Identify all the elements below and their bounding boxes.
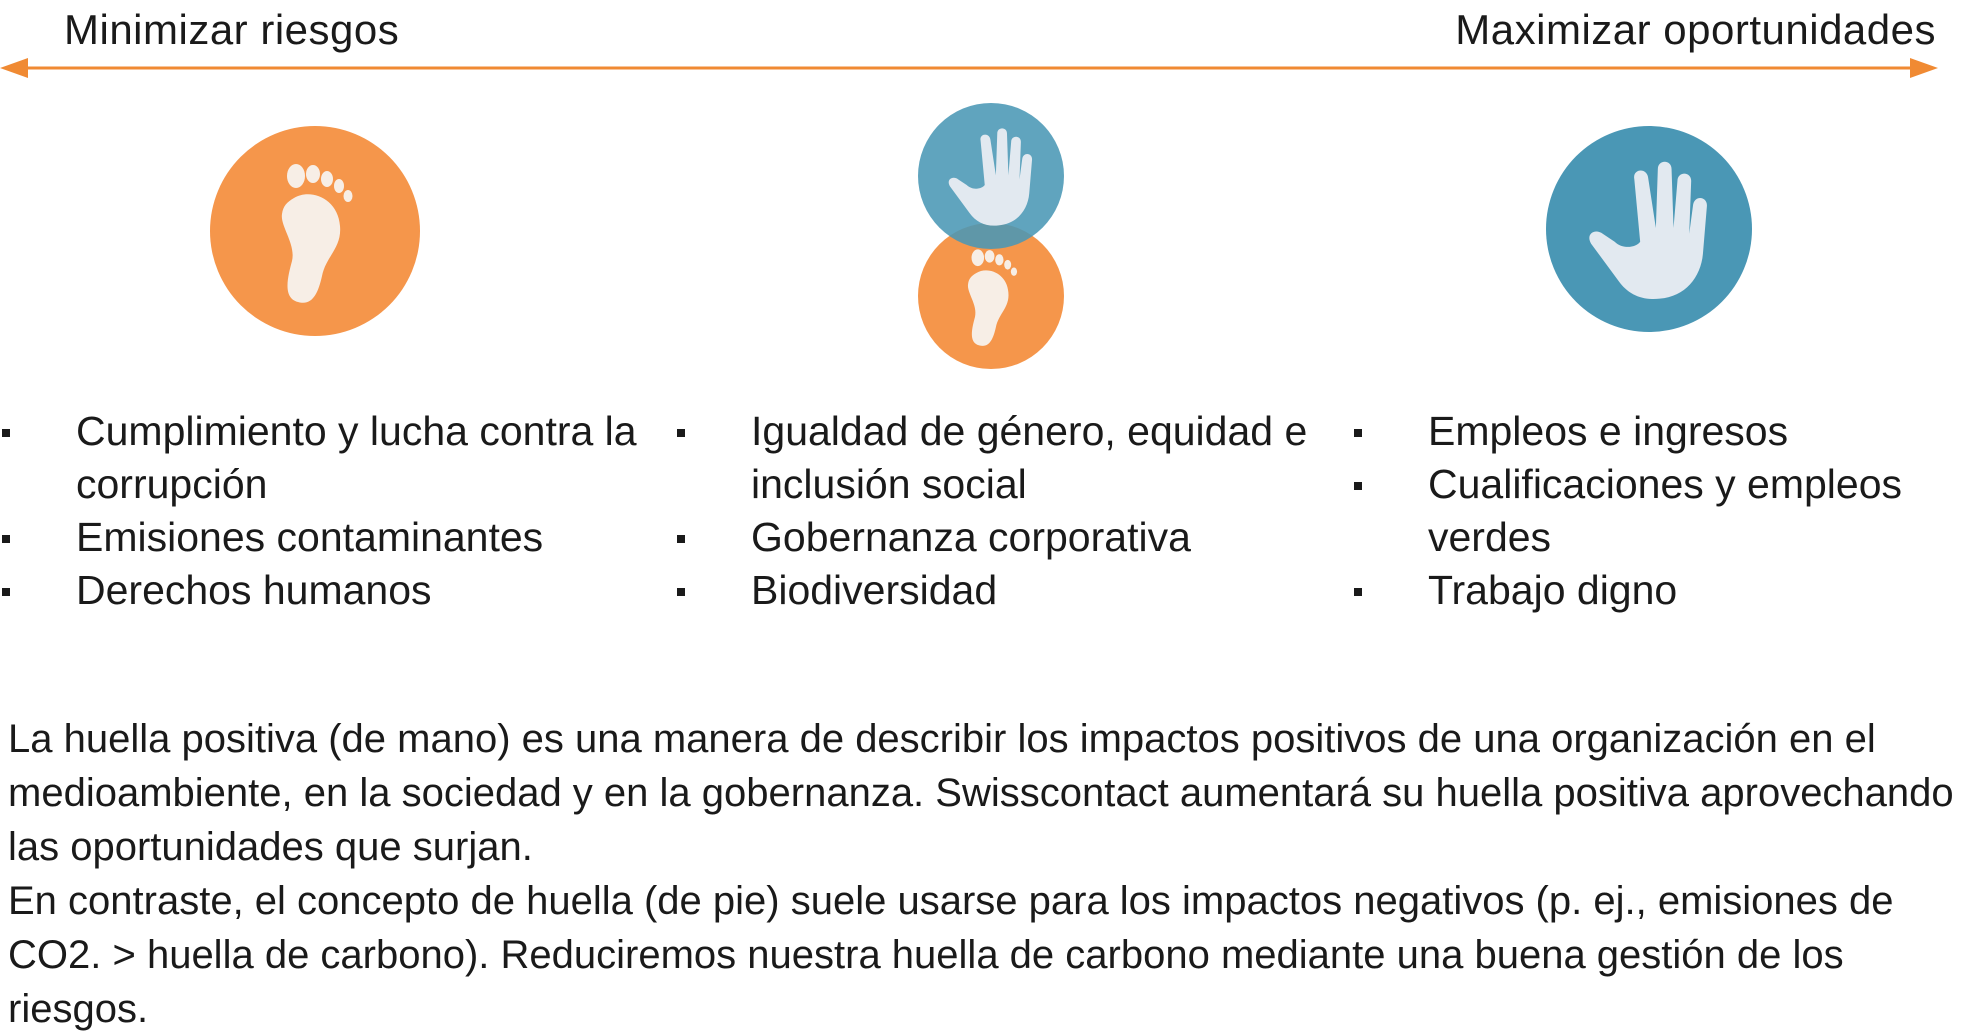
handprint-paragraph: La huella positiva (de mano) es una manera de describir los impactos positivos de una organización en el medioambiente, en la sociedad y en la gobernanza. Swisscontact aumentará su huella positiva aprovechando las oportunidades que surjan.	[8, 717, 1954, 869]
hand-icon	[1546, 126, 1752, 332]
list-item: Igualdad de género, equidad e inclusión social	[675, 405, 1315, 511]
list-item: Trabajo digno	[1352, 564, 1966, 617]
minimize-risks-label: Minimizar riesgos	[64, 6, 400, 53]
footprint-paragraph: En contraste, el concepto de huella (de pie) suele usarse para los impactos negativos (p. ej., emisiones de CO2. > huella de carbono). Reduciremos nuestra huella de carbono mediante una buena gestión de los riesgos.	[8, 879, 1894, 1031]
footprint-circle-left	[210, 126, 420, 336]
footprint-icon	[210, 126, 420, 336]
list-item: Derechos humanos	[0, 564, 640, 617]
list-item: Gobernanza corporativa	[675, 511, 1315, 564]
double-arrow	[0, 50, 1966, 90]
arrow-right-head	[1910, 58, 1938, 78]
list-item: Empleos e ingresos	[1352, 405, 1966, 458]
hand-circle-right	[1546, 126, 1752, 332]
mixed-list	[675, 405, 1315, 617]
hand-circle-middle	[918, 103, 1064, 249]
list-item: Cualificaciones y empleos verdes	[1352, 458, 1966, 564]
list-item: Cumplimiento y lucha contra la corrupción	[0, 405, 640, 511]
hand-icon	[918, 103, 1064, 249]
list-item: Biodiversidad	[675, 564, 1315, 617]
maximize-opportunities-label: Maximizar oportunidades	[1455, 6, 1936, 53]
risks-list	[0, 405, 640, 617]
arrow-left-head	[0, 58, 28, 78]
list-item: Emisiones contaminantes	[0, 511, 640, 564]
opportunities-list	[1352, 405, 1966, 617]
